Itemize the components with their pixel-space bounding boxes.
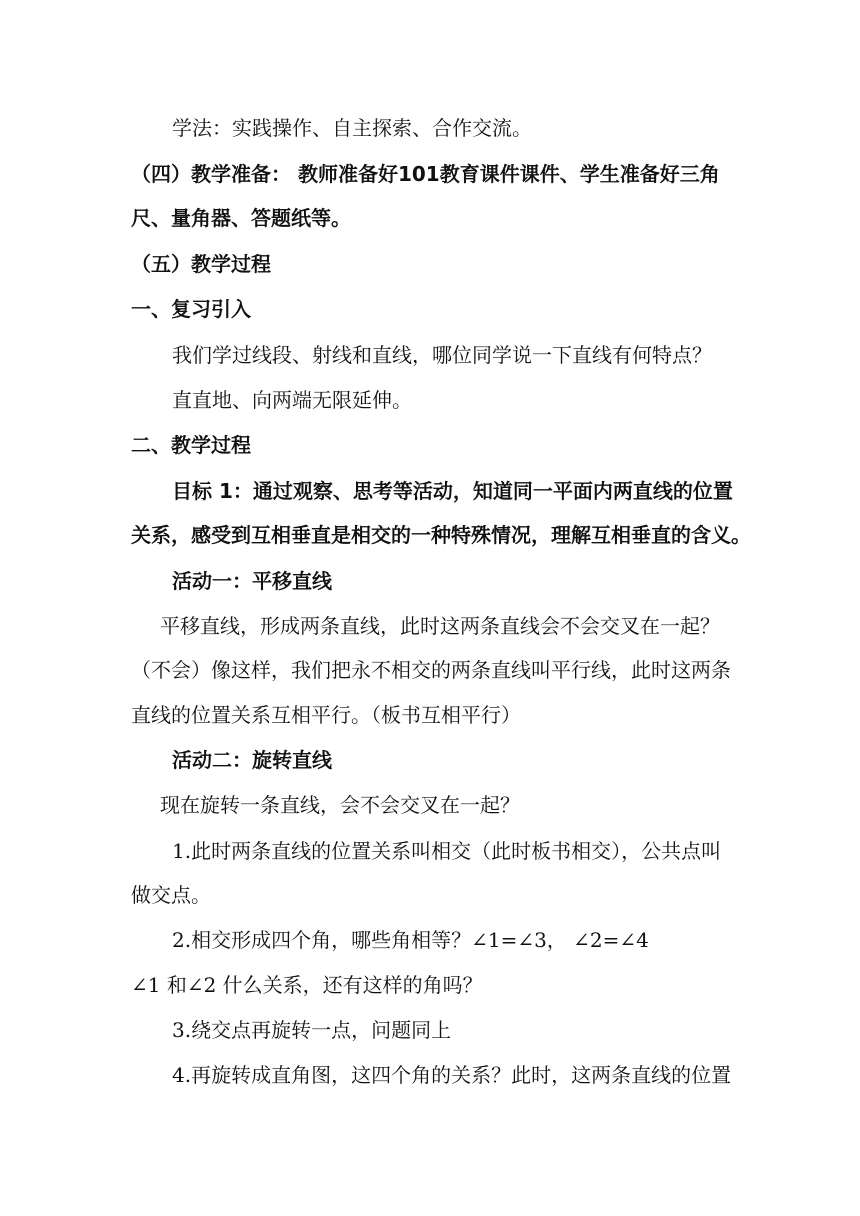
activity-1-line-1: 平移直线，形成两条直线，此时这两条直线会不会交叉在一起？ [160,614,720,638]
review-heading: 一、复习引入 [131,297,251,321]
activity-1-title: 活动一：平移直线 [172,569,332,593]
goal-line-2: 关系，感受到互相垂直是相交的一种特殊情况，理解互相垂直的含义。 [131,523,751,547]
item-4-line-1: 4.再旋转成直角图，这四个角的关系？此时，这两条直线的位置 [172,1063,732,1087]
study-method-line: 学法：实践操作、自主探索、合作交流。 [172,116,532,140]
activity-1-line-2: （不会）像这样，我们把永不相交的两条直线叫平行线，此时这两条 [131,658,731,682]
item-2-line-1: 2.相交形成四个角，哪些角相等？∠1=∠3， ∠2=∠4 [172,928,649,952]
preparation-line-1: （四）教学准备： 教师准备好101教育课件课件、学生准备好三角 [131,162,720,186]
goal-line-1: 目标 1：通过观察、思考等活动，知道同一平面内两直线的位置 [172,479,733,503]
teaching-heading: 二、教学过程 [131,433,251,457]
item-2-line-2: ∠1 和∠2 什么关系，还有这样的角吗？ [131,973,483,997]
activity-2-title: 活动二：旋转直线 [172,748,332,772]
review-question: 我们学过线段、射线和直线，哪位同学说一下直线有何特点？ [172,343,712,367]
process-heading: （五）教学过程 [131,252,271,276]
preparation-line-2: 尺、量角器、答题纸等。 [131,206,351,230]
item-3-line: 3.绕交点再旋转一点，问题同上 [172,1018,452,1042]
activity-2-line-1: 现在旋转一条直线，会不会交叉在一起？ [160,793,520,817]
item-1-line-2: 做交点。 [131,883,211,907]
activity-1-line-3: 直线的位置关系互相平行。（板书互相平行） [131,703,521,727]
review-answer: 直直地、向两端无限延伸。 [172,388,412,412]
item-1-line-1: 1.此时两条直线的位置关系叫相交（此时板书相交），公共点叫 [172,839,722,863]
